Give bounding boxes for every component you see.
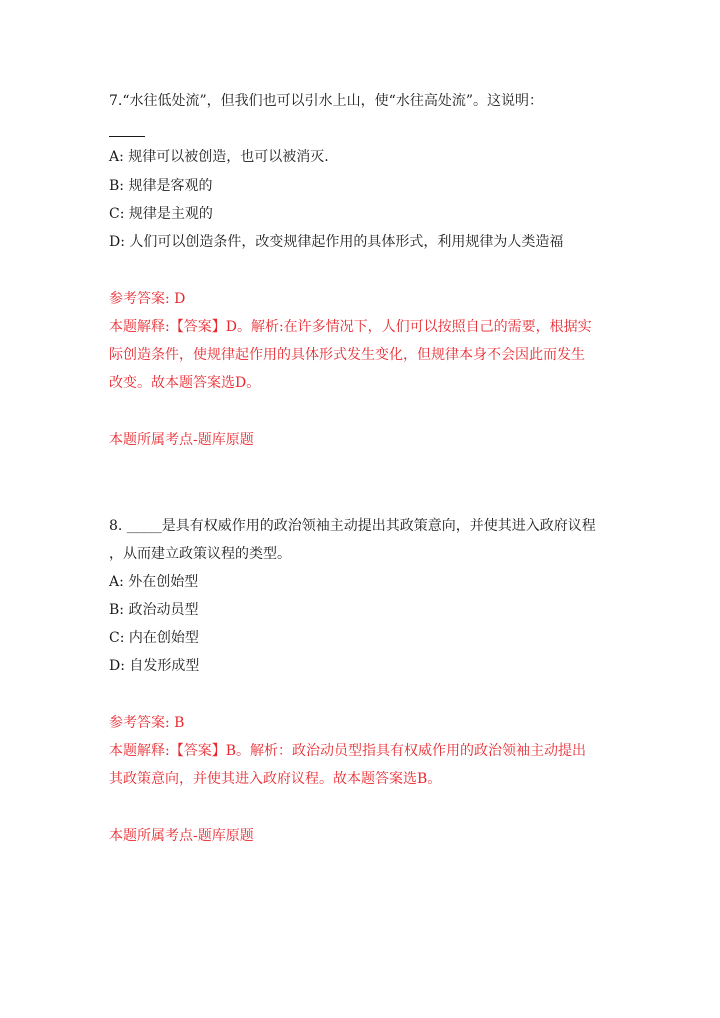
- q8-stem-line-1: 8. _____是具有权威作用的政治领袖主动提出其政策意向，并使其进入政府议程: [109, 518, 596, 534]
- q7-option-d: D: 人们可以创造条件，改变规律起作用的具体形式，利用规律为人类造福: [109, 234, 564, 250]
- q7-answer-blank: [109, 136, 145, 137]
- q8-source: 本题所属考点-题库原题: [109, 828, 254, 844]
- q8-explanation-line-1: 本题解释:【答案】B。解析：政治动员型指具有权威作用的政治领袖主动提出: [109, 743, 587, 759]
- q7-option-b: B: 规律是客观的: [109, 178, 213, 194]
- q8-explanation-line-2: 其政策意向，并使其进入政府议程。故本题答案选B。: [109, 771, 442, 787]
- q7-explanation-line-1: 本题解释:【答案】D。解析:在许多情况下，人们可以按照自己的需要，根据实: [109, 319, 592, 335]
- q7-stem: 7.“水往低处流”，但我们也可以引水上山，使“水往高处流”。这说明：: [109, 93, 543, 109]
- q7-source: 本题所属考点-题库原题: [109, 432, 254, 448]
- q8-option-b: B: 政治动员型: [109, 602, 199, 618]
- q8-option-d: D: 自发形成型: [109, 658, 200, 674]
- q8-answer: 参考答案: B: [109, 715, 185, 731]
- q8-stem-line-2: ，从而建立政策议程的类型。: [109, 546, 291, 562]
- q7-option-a: A: 规律可以被创造，也可以被消灭.: [109, 149, 329, 165]
- q8-option-a: A: 外在创始型: [109, 574, 199, 590]
- q7-explanation-line-2: 际创造条件，使规律起作用的具体形式发生变化，但规律本身不会因此而发生: [109, 347, 585, 363]
- q7-explanation-line-3: 改变。故本题答案选D。: [109, 375, 261, 391]
- q8-option-c: C: 内在创始型: [109, 630, 199, 646]
- q7-answer: 参考答案: D: [109, 291, 186, 307]
- q7-option-c: C: 规律是主观的: [109, 206, 213, 222]
